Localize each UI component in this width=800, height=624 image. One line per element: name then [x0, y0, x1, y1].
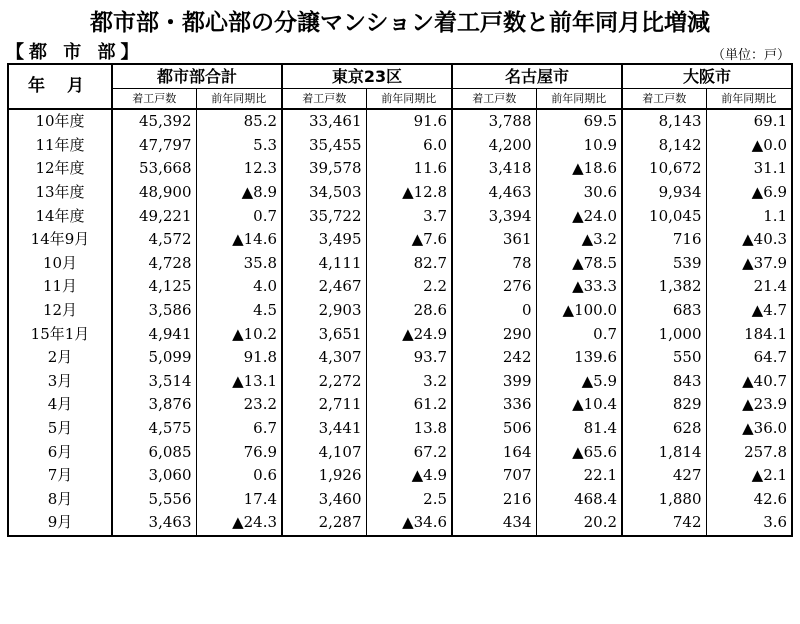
cell-urban-yoy: ▲8.9 — [196, 181, 282, 205]
cell-nagoya-yoy: 69.5 — [536, 109, 622, 134]
cell-osaka-yoy: ▲4.7 — [706, 299, 792, 323]
cell-osaka-yoy: 69.1 — [706, 109, 792, 134]
unit-label: （単位：戸） — [711, 48, 790, 63]
cell-nagoya-yoy: ▲5.9 — [536, 370, 622, 394]
cell-osaka-starts: 1,000 — [622, 322, 706, 346]
cell-nagoya-yoy: ▲100.0 — [536, 299, 622, 323]
cell-urban-yoy: 17.4 — [196, 488, 282, 512]
cell-osaka-yoy: ▲40.7 — [706, 370, 792, 394]
cell-osaka-yoy: 257.8 — [706, 440, 792, 464]
table-row — [8, 204, 792, 228]
cell-osaka-yoy: 64.7 — [706, 346, 792, 370]
cell-nagoya-starts: 290 — [452, 322, 536, 346]
cell-tokyo-yoy: 67.2 — [366, 440, 452, 464]
cell-osaka-starts: 427 — [622, 464, 706, 488]
cell-urban-starts: 3,586 — [112, 299, 196, 323]
cell-urban-yoy: ▲24.3 — [196, 511, 282, 536]
cell-nagoya-yoy: ▲10.4 — [536, 393, 622, 417]
cell-osaka-yoy: 21.4 — [706, 275, 792, 299]
cell-nagoya-starts: 0 — [452, 299, 536, 323]
row-label: 9月 — [8, 511, 112, 536]
cell-nagoya-starts: 164 — [452, 440, 536, 464]
table-row — [8, 440, 792, 464]
row-label: 6月 — [8, 440, 112, 464]
cell-nagoya-starts: 707 — [452, 464, 536, 488]
cell-nagoya-starts: 276 — [452, 275, 536, 299]
cell-nagoya-yoy: ▲33.3 — [536, 275, 622, 299]
cell-urban-starts: 45,392 — [112, 109, 196, 134]
sub-header-starts: 着工戸数 — [282, 89, 366, 110]
sub-header-starts: 着工戸数 — [112, 89, 196, 110]
cell-osaka-starts: 8,142 — [622, 134, 706, 158]
cell-tokyo-yoy: 61.2 — [366, 393, 452, 417]
row-label: 12月 — [8, 299, 112, 323]
cell-osaka-yoy: ▲36.0 — [706, 417, 792, 441]
cell-nagoya-yoy: ▲3.2 — [536, 228, 622, 252]
table-row — [8, 322, 792, 346]
row-label: 8月 — [8, 488, 112, 512]
cell-urban-starts: 5,099 — [112, 346, 196, 370]
cell-urban-yoy: 91.8 — [196, 346, 282, 370]
row-label: 13年度 — [8, 181, 112, 205]
cell-osaka-starts: 742 — [622, 511, 706, 536]
table-row — [8, 417, 792, 441]
cell-tokyo-yoy: 91.6 — [366, 109, 452, 134]
cell-tokyo-starts: 35,722 — [282, 204, 366, 228]
cell-urban-starts: 3,514 — [112, 370, 196, 394]
cell-urban-yoy: 85.2 — [196, 109, 282, 134]
cell-tokyo-yoy: 2.5 — [366, 488, 452, 512]
cell-osaka-starts: 1,814 — [622, 440, 706, 464]
cell-osaka-yoy: 184.1 — [706, 322, 792, 346]
table-row — [8, 157, 792, 181]
table-row — [8, 134, 792, 158]
cell-urban-yoy: 5.3 — [196, 134, 282, 158]
cell-urban-starts: 4,575 — [112, 417, 196, 441]
cell-osaka-starts: 843 — [622, 370, 706, 394]
cell-tokyo-yoy: ▲12.8 — [366, 181, 452, 205]
cell-nagoya-yoy: 139.6 — [536, 346, 622, 370]
group-header-urban-total: 都市部合計 — [112, 64, 282, 89]
table-row — [8, 346, 792, 370]
cell-osaka-starts: 9,934 — [622, 181, 706, 205]
cell-tokyo-starts: 35,455 — [282, 134, 366, 158]
cell-nagoya-starts: 4,463 — [452, 181, 536, 205]
cell-urban-yoy: 6.7 — [196, 417, 282, 441]
row-label: 11年度 — [8, 134, 112, 158]
cell-tokyo-yoy: 11.6 — [366, 157, 452, 181]
cell-urban-yoy: ▲13.1 — [196, 370, 282, 394]
cell-osaka-starts: 1,880 — [622, 488, 706, 512]
table-row — [8, 511, 792, 536]
cell-tokyo-starts: 3,441 — [282, 417, 366, 441]
cell-osaka-starts: 628 — [622, 417, 706, 441]
row-label: 2月 — [8, 346, 112, 370]
cell-tokyo-yoy: ▲34.6 — [366, 511, 452, 536]
cell-osaka-yoy: ▲40.3 — [706, 228, 792, 252]
cell-nagoya-starts: 242 — [452, 346, 536, 370]
table-row — [8, 252, 792, 276]
group-header-tokyo23: 東京23区 — [282, 64, 452, 89]
cell-osaka-starts: 829 — [622, 393, 706, 417]
cell-urban-yoy: 12.3 — [196, 157, 282, 181]
cell-tokyo-yoy: ▲4.9 — [366, 464, 452, 488]
cell-tokyo-starts: 2,287 — [282, 511, 366, 536]
group-header-osaka: 大阪市 — [622, 64, 792, 89]
cell-nagoya-yoy: 0.7 — [536, 322, 622, 346]
group-header-nagoya: 名古屋市 — [452, 64, 622, 89]
cell-osaka-yoy: ▲2.1 — [706, 464, 792, 488]
cell-urban-yoy: ▲10.2 — [196, 322, 282, 346]
cell-tokyo-starts: 33,461 — [282, 109, 366, 134]
cell-tokyo-yoy: 6.0 — [366, 134, 452, 158]
cell-osaka-starts: 683 — [622, 299, 706, 323]
cell-tokyo-yoy: 93.7 — [366, 346, 452, 370]
cell-urban-starts: 47,797 — [112, 134, 196, 158]
page-title: 都市部・都心部の分譲マンション着工戸数と前年同月比増減 — [90, 10, 710, 36]
cell-urban-starts: 48,900 — [112, 181, 196, 205]
table-row — [8, 488, 792, 512]
row-label: 10月 — [8, 252, 112, 276]
table-row — [8, 370, 792, 394]
cell-nagoya-yoy: 81.4 — [536, 417, 622, 441]
cell-tokyo-starts: 2,467 — [282, 275, 366, 299]
row-label: 7月 — [8, 464, 112, 488]
cell-nagoya-starts: 336 — [452, 393, 536, 417]
cell-tokyo-yoy: 2.2 — [366, 275, 452, 299]
cell-urban-starts: 5,556 — [112, 488, 196, 512]
cell-tokyo-starts: 4,111 — [282, 252, 366, 276]
cell-tokyo-yoy: 82.7 — [366, 252, 452, 276]
cell-nagoya-yoy: 30.6 — [536, 181, 622, 205]
cell-urban-yoy: 35.8 — [196, 252, 282, 276]
cell-nagoya-starts: 78 — [452, 252, 536, 276]
row-label: 4月 — [8, 393, 112, 417]
cell-tokyo-starts: 34,503 — [282, 181, 366, 205]
row-label: 10年度 — [8, 109, 112, 134]
cell-urban-starts: 3,876 — [112, 393, 196, 417]
sub-header-starts: 着工戸数 — [622, 89, 706, 110]
row-label: 14年9月 — [8, 228, 112, 252]
cell-tokyo-starts: 4,307 — [282, 346, 366, 370]
cell-urban-starts: 4,728 — [112, 252, 196, 276]
cell-osaka-yoy: ▲0.0 — [706, 134, 792, 158]
cell-tokyo-yoy: 13.8 — [366, 417, 452, 441]
cell-urban-starts: 4,125 — [112, 275, 196, 299]
cell-nagoya-yoy: 20.2 — [536, 511, 622, 536]
cell-tokyo-yoy: 3.2 — [366, 370, 452, 394]
cell-tokyo-yoy: 3.7 — [366, 204, 452, 228]
cell-urban-starts: 4,572 — [112, 228, 196, 252]
cell-urban-starts: 4,941 — [112, 322, 196, 346]
table-row — [8, 299, 792, 323]
row-label: 3月 — [8, 370, 112, 394]
cell-nagoya-starts: 3,394 — [452, 204, 536, 228]
cell-tokyo-starts: 1,926 — [282, 464, 366, 488]
cell-nagoya-starts: 434 — [452, 511, 536, 536]
year-month-header: 年 月 — [8, 64, 112, 109]
cell-urban-starts: 49,221 — [112, 204, 196, 228]
table-row — [8, 464, 792, 488]
cell-urban-yoy: 4.5 — [196, 299, 282, 323]
table-row — [8, 228, 792, 252]
cell-urban-yoy: 4.0 — [196, 275, 282, 299]
cell-osaka-starts: 8,143 — [622, 109, 706, 134]
cell-nagoya-yoy: 10.9 — [536, 134, 622, 158]
cell-tokyo-starts: 3,495 — [282, 228, 366, 252]
cell-tokyo-starts: 39,578 — [282, 157, 366, 181]
sub-header-yoy: 前年同期比 — [536, 89, 622, 110]
cell-osaka-starts: 716 — [622, 228, 706, 252]
cell-osaka-yoy: 31.1 — [706, 157, 792, 181]
cell-osaka-starts: 1,382 — [622, 275, 706, 299]
row-label: 14年度 — [8, 204, 112, 228]
cell-tokyo-starts: 3,651 — [282, 322, 366, 346]
cell-osaka-yoy: ▲23.9 — [706, 393, 792, 417]
cell-osaka-starts: 539 — [622, 252, 706, 276]
cell-nagoya-yoy: 22.1 — [536, 464, 622, 488]
cell-nagoya-starts: 3,788 — [452, 109, 536, 134]
row-label: 5月 — [8, 417, 112, 441]
cell-tokyo-yoy: ▲24.9 — [366, 322, 452, 346]
cell-urban-starts: 3,463 — [112, 511, 196, 536]
cell-osaka-yoy: ▲37.9 — [706, 252, 792, 276]
cell-urban-yoy: 76.9 — [196, 440, 282, 464]
cell-urban-starts: 53,668 — [112, 157, 196, 181]
cell-nagoya-starts: 216 — [452, 488, 536, 512]
cell-tokyo-starts: 2,711 — [282, 393, 366, 417]
cell-tokyo-starts: 4,107 — [282, 440, 366, 464]
cell-nagoya-yoy: ▲24.0 — [536, 204, 622, 228]
cell-nagoya-starts: 506 — [452, 417, 536, 441]
cell-urban-starts: 3,060 — [112, 464, 196, 488]
cell-osaka-starts: 10,045 — [622, 204, 706, 228]
table-row — [8, 275, 792, 299]
row-label: 11月 — [8, 275, 112, 299]
cell-tokyo-starts: 2,272 — [282, 370, 366, 394]
table-body — [8, 109, 792, 536]
cell-nagoya-starts: 3,418 — [452, 157, 536, 181]
cell-urban-yoy: ▲14.6 — [196, 228, 282, 252]
sub-header-yoy: 前年同期比 — [196, 89, 282, 110]
cell-urban-yoy: 0.7 — [196, 204, 282, 228]
cell-nagoya-yoy: 468.4 — [536, 488, 622, 512]
cell-urban-yoy: 0.6 — [196, 464, 282, 488]
sub-header-starts: 着工戸数 — [452, 89, 536, 110]
cell-urban-yoy: 23.2 — [196, 393, 282, 417]
cell-nagoya-yoy: ▲18.6 — [536, 157, 622, 181]
sub-header-yoy: 前年同期比 — [706, 89, 792, 110]
cell-osaka-starts: 10,672 — [622, 157, 706, 181]
data-table — [7, 63, 793, 537]
sub-header-yoy: 前年同期比 — [366, 89, 452, 110]
cell-osaka-yoy: 1.1 — [706, 204, 792, 228]
cell-nagoya-starts: 361 — [452, 228, 536, 252]
table-row — [8, 109, 792, 134]
cell-osaka-starts: 550 — [622, 346, 706, 370]
cell-tokyo-starts: 3,460 — [282, 488, 366, 512]
cell-osaka-yoy: ▲6.9 — [706, 181, 792, 205]
table-row — [8, 181, 792, 205]
cell-urban-starts: 6,085 — [112, 440, 196, 464]
cell-osaka-yoy: 3.6 — [706, 511, 792, 536]
section-label: 【都 市 部】 — [6, 42, 144, 63]
cell-tokyo-yoy: ▲7.6 — [366, 228, 452, 252]
cell-osaka-yoy: 42.6 — [706, 488, 792, 512]
cell-nagoya-yoy: ▲65.6 — [536, 440, 622, 464]
cell-nagoya-starts: 4,200 — [452, 134, 536, 158]
table-row — [8, 393, 792, 417]
cell-nagoya-yoy: ▲78.5 — [536, 252, 622, 276]
row-label: 12年度 — [8, 157, 112, 181]
cell-nagoya-starts: 399 — [452, 370, 536, 394]
cell-tokyo-yoy: 28.6 — [366, 299, 452, 323]
row-label: 15年1月 — [8, 322, 112, 346]
cell-tokyo-starts: 2,903 — [282, 299, 366, 323]
